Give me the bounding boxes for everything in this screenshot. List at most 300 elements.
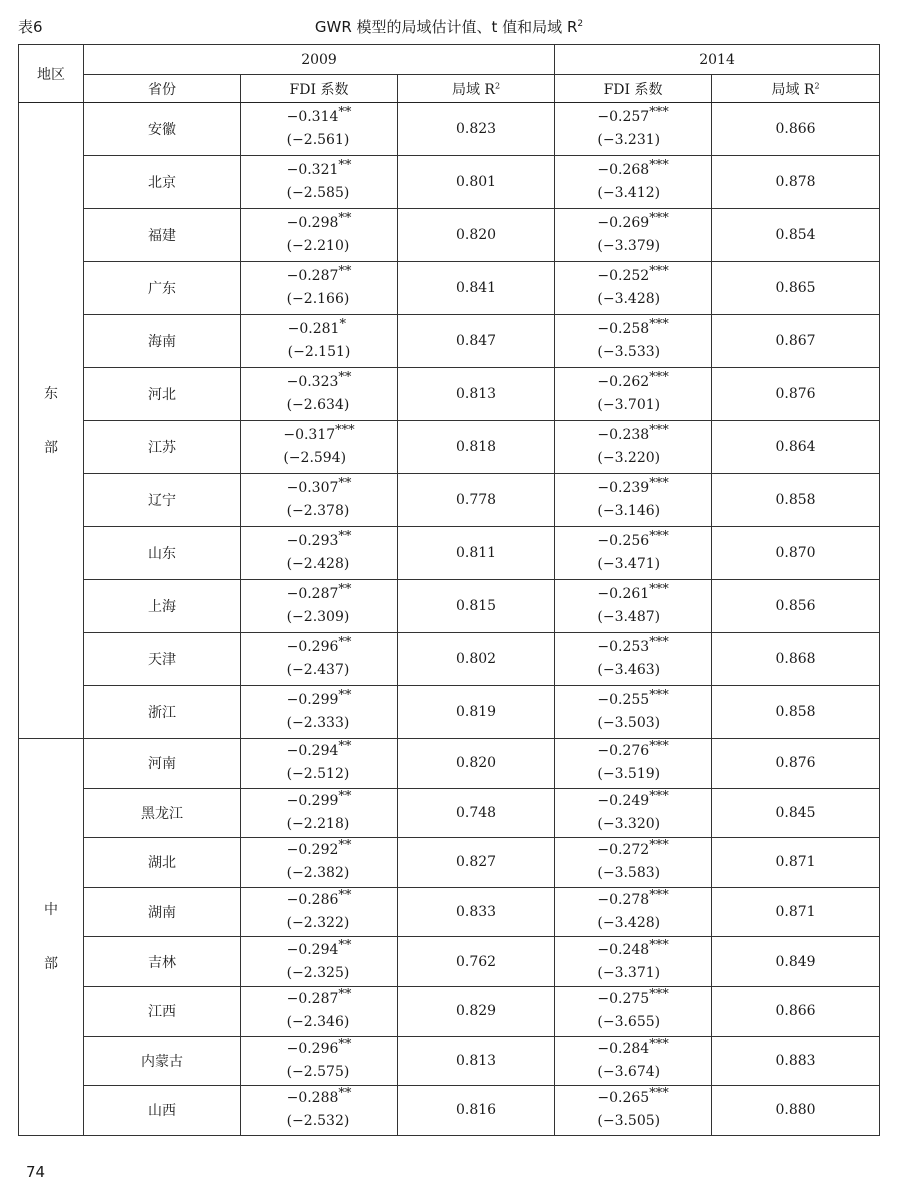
coef-line: [287, 988, 352, 1011]
coef-block: [597, 265, 668, 311]
coef-value: −0.288: [286, 1090, 339, 1107]
r2-2009-cell: 0.841: [398, 262, 555, 315]
fdi-coef-2009-cell: [241, 580, 398, 633]
t-value: (−2.151): [287, 344, 351, 360]
fdi-coef-2009-cell: [241, 315, 398, 368]
coef-value: −0.272: [597, 842, 650, 859]
coef-block: [288, 318, 351, 364]
table-row: [19, 1086, 880, 1136]
coef-value: −0.292: [286, 842, 339, 859]
significance-stars: ***: [649, 423, 669, 438]
table-row: [19, 686, 880, 739]
r2-2009-cell: 0.778: [398, 474, 555, 527]
province-cell: 广东: [84, 262, 241, 315]
coef-line: [597, 530, 668, 553]
t-value: (−3.320): [597, 815, 661, 832]
fdi-coef-2009-cell: [241, 739, 398, 789]
coef-line: [288, 318, 351, 341]
table-row: [19, 368, 880, 421]
coef-line: [287, 939, 352, 962]
significance-stars: **: [338, 688, 352, 703]
header-r2-label: 局域 R: [771, 81, 815, 98]
coef-value: −0.261: [597, 586, 650, 602]
header-row-columns: [19, 75, 880, 103]
r2-2014-cell: 0.867: [712, 315, 880, 368]
significance-stars: ***: [649, 1036, 669, 1052]
significance-stars: **: [338, 888, 352, 904]
coef-line: [287, 839, 352, 862]
coef-block: [597, 988, 668, 1034]
header-r2-2009: [398, 75, 555, 103]
table-row: [19, 788, 880, 838]
coef-block: [597, 106, 668, 152]
coef-block: [287, 530, 352, 576]
fdi-coef-2009-cell: [241, 1086, 398, 1136]
header-r2-label: 局域 R: [451, 81, 495, 98]
r2-2014-cell: 0.866: [712, 986, 880, 1036]
t-value: (−3.583): [597, 865, 661, 882]
fdi-coef-2014-cell: [555, 580, 712, 633]
t-value: (−3.701): [597, 397, 661, 413]
fdi-coef-2014-cell: [555, 1036, 712, 1086]
header-row-years: [19, 45, 880, 75]
r2-2014-cell: 0.849: [712, 937, 880, 987]
coef-line: [597, 159, 668, 182]
coef-block: [597, 689, 668, 735]
t-value: (−2.325): [286, 964, 350, 981]
coef-line: [597, 212, 668, 235]
significance-stars: **: [338, 529, 352, 544]
province-cell: 山东: [84, 527, 241, 580]
fdi-coef-2014-cell: [555, 1086, 712, 1136]
significance-stars: **: [338, 739, 352, 755]
table-row: [19, 209, 880, 262]
table-row: [19, 739, 880, 789]
region-cell: [19, 739, 84, 1136]
header-region: 地区: [19, 45, 84, 103]
fdi-coef-2014-cell: [555, 838, 712, 888]
r2-2014-cell: 0.878: [712, 156, 880, 209]
significance-stars: ***: [649, 211, 669, 226]
significance-stars: **: [338, 635, 352, 650]
coef-value: −0.298: [286, 215, 339, 231]
t-value: (−2.575): [286, 1063, 350, 1080]
coef-block: [597, 318, 668, 364]
coef-line: [597, 1038, 668, 1061]
page-number: 74: [26, 1163, 46, 1181]
coef-line: [597, 265, 668, 288]
header-r2-2014: [712, 75, 880, 103]
province-cell: 湖南: [84, 887, 241, 937]
province-cell: 山西: [84, 1086, 241, 1136]
t-value: (−2.378): [286, 503, 350, 519]
t-value: (−2.309): [286, 609, 350, 625]
coef-block: [597, 1087, 668, 1133]
coef-value: −0.299: [286, 692, 339, 708]
coef-block: [597, 371, 668, 417]
coef-block: [283, 424, 354, 470]
significance-stars: ***: [649, 105, 669, 120]
region-char: 部: [44, 955, 58, 972]
province-cell: 上海: [84, 580, 241, 633]
coef-block: [287, 159, 352, 205]
coef-value: −0.265: [597, 1090, 650, 1107]
coef-value: −0.286: [286, 892, 339, 909]
fdi-coef-2014-cell: [555, 474, 712, 527]
coef-line: [597, 636, 668, 659]
province-cell: 浙江: [84, 686, 241, 739]
t-value: (−2.532): [286, 1113, 350, 1130]
coef-value: −0.262: [597, 374, 650, 390]
province-cell: 海南: [84, 315, 241, 368]
r2-2009-cell: 0.813: [398, 1036, 555, 1086]
coef-block: [597, 477, 668, 523]
r2-2009-cell: 0.801: [398, 156, 555, 209]
coef-value: −0.314: [286, 109, 339, 125]
coef-line: [287, 106, 352, 129]
significance-stars: **: [338, 788, 352, 804]
coef-line: [287, 636, 352, 659]
table-row: [19, 527, 880, 580]
fdi-coef-2009-cell: [241, 937, 398, 987]
significance-stars: **: [338, 838, 352, 854]
fdi-coef-2014-cell: [555, 739, 712, 789]
significance-stars: ***: [649, 476, 669, 491]
r2-2009-cell: 0.815: [398, 580, 555, 633]
fdi-coef-2014-cell: [555, 209, 712, 262]
table-row: [19, 887, 880, 937]
coef-line: [287, 1087, 352, 1110]
significance-stars: ***: [649, 1086, 669, 1102]
coef-value: −0.253: [597, 639, 650, 655]
t-value: (−3.371): [597, 964, 661, 981]
t-value: (−2.437): [286, 662, 350, 678]
coef-line: [597, 790, 668, 813]
fdi-coef-2014-cell: [555, 421, 712, 474]
province-cell: 天津: [84, 633, 241, 686]
r2-2009-cell: 0.833: [398, 887, 555, 937]
fdi-coef-2014-cell: [555, 633, 712, 686]
coef-value: −0.293: [286, 533, 339, 549]
table-row: [19, 937, 880, 987]
coef-value: −0.321: [286, 162, 339, 178]
t-value: (−3.379): [597, 238, 661, 254]
coef-block: [287, 988, 352, 1034]
r2-2009-cell: 0.819: [398, 686, 555, 739]
header-fdi-2009: FDI 系数: [241, 75, 398, 103]
coef-block: [287, 212, 352, 258]
table-row: [19, 474, 880, 527]
coef-line: [287, 790, 352, 813]
coef-block: [597, 939, 668, 985]
coef-block: [597, 790, 668, 836]
significance-stars: *: [339, 317, 346, 332]
coef-line: [597, 477, 668, 500]
coef-block: [597, 740, 668, 786]
r2-2014-cell: 0.854: [712, 209, 880, 262]
coef-block: [287, 1038, 352, 1084]
t-value: (−3.503): [597, 715, 661, 731]
r2-2009-cell: 0.829: [398, 986, 555, 1036]
t-value: (−2.382): [286, 865, 350, 882]
r2-2009-cell: 0.820: [398, 209, 555, 262]
t-value: (−2.428): [286, 556, 350, 572]
fdi-coef-2009-cell: [241, 103, 398, 156]
t-value: (−2.512): [286, 766, 350, 783]
coef-block: [287, 839, 352, 885]
coef-line: [287, 212, 352, 235]
t-value: (−3.505): [597, 1113, 661, 1130]
coef-value: −0.299: [286, 792, 339, 809]
coef-value: −0.287: [286, 586, 339, 602]
t-value: (−3.220): [597, 450, 661, 466]
r2-2009-cell: 0.847: [398, 315, 555, 368]
t-value: (−3.463): [597, 662, 661, 678]
coef-value: −0.249: [597, 792, 650, 809]
table-label: 表6: [18, 18, 43, 36]
significance-stars: ***: [649, 937, 669, 953]
r2-2009-cell: 0.802: [398, 633, 555, 686]
t-value: (−2.322): [286, 915, 350, 932]
coef-block: [287, 689, 352, 735]
coef-line: [597, 839, 668, 862]
table-row: [19, 580, 880, 633]
table-row: [19, 315, 880, 368]
significance-stars: ***: [649, 987, 669, 1003]
coef-block: [287, 583, 352, 629]
fdi-coef-2009-cell: [241, 156, 398, 209]
coef-block: [597, 159, 668, 205]
t-value: (−2.594): [283, 450, 347, 466]
table-row: [19, 421, 880, 474]
t-value: (−3.412): [597, 185, 661, 201]
r2-2014-cell: 0.876: [712, 739, 880, 789]
r2-2014-cell: 0.858: [712, 686, 880, 739]
fdi-coef-2014-cell: [555, 315, 712, 368]
significance-stars: ***: [649, 635, 669, 650]
significance-stars: **: [338, 211, 352, 226]
province-cell: 湖北: [84, 838, 241, 888]
table-row: [19, 103, 880, 156]
table-title-superscript: 2: [577, 19, 584, 29]
province-cell: 吉林: [84, 937, 241, 987]
coef-value: −0.323: [286, 374, 339, 390]
significance-stars: **: [338, 937, 352, 953]
t-value: (−3.428): [597, 915, 661, 932]
significance-stars: ***: [649, 582, 669, 597]
t-value: (−3.519): [597, 766, 661, 783]
r2-2014-cell: 0.864: [712, 421, 880, 474]
region-char: 中: [44, 901, 58, 918]
coef-value: −0.269: [597, 215, 650, 231]
significance-stars: ***: [649, 317, 669, 332]
coef-value: −0.287: [286, 268, 339, 284]
significance-stars: ***: [335, 423, 355, 438]
fdi-coef-2014-cell: [555, 368, 712, 421]
coef-value: −0.287: [286, 991, 339, 1008]
t-value: (−2.634): [286, 397, 350, 413]
coef-line: [597, 740, 668, 763]
significance-stars: ***: [649, 788, 669, 804]
coef-line: [597, 988, 668, 1011]
coef-value: −0.296: [286, 1040, 339, 1057]
coef-line: [597, 318, 668, 341]
r2-2014-cell: 0.876: [712, 368, 880, 421]
coef-block: [597, 583, 668, 629]
header-fdi-2014: FDI 系数: [555, 75, 712, 103]
coef-line: [597, 371, 668, 394]
table-row: [19, 986, 880, 1036]
coef-value: −0.278: [597, 892, 650, 909]
coef-value: −0.238: [597, 427, 650, 443]
coef-block: [287, 889, 352, 935]
t-value: (−2.585): [286, 185, 350, 201]
significance-stars: **: [338, 158, 352, 173]
coef-line: [287, 371, 352, 394]
province-cell: 福建: [84, 209, 241, 262]
fdi-coef-2014-cell: [555, 887, 712, 937]
r2-2014-cell: 0.871: [712, 887, 880, 937]
coef-block: [287, 106, 352, 152]
province-cell: 黑龙江: [84, 788, 241, 838]
t-value: (−3.471): [597, 556, 661, 572]
fdi-coef-2009-cell: [241, 986, 398, 1036]
t-value: (−3.487): [597, 609, 661, 625]
fdi-coef-2009-cell: [241, 368, 398, 421]
r2-2014-cell: 0.868: [712, 633, 880, 686]
coef-block: [597, 636, 668, 682]
coef-value: −0.275: [597, 991, 650, 1008]
fdi-coef-2014-cell: [555, 937, 712, 987]
coef-block: [597, 889, 668, 935]
t-value: (−2.166): [286, 291, 350, 307]
coef-line: [287, 159, 352, 182]
significance-stars: ***: [649, 529, 669, 544]
coef-line: [287, 530, 352, 553]
coef-block: [597, 424, 668, 470]
significance-stars: **: [338, 476, 352, 491]
r2-2009-cell: 0.827: [398, 838, 555, 888]
coef-value: −0.294: [286, 743, 339, 760]
coef-line: [287, 477, 352, 500]
coef-value: −0.248: [597, 941, 650, 958]
header-year-2014: 2014: [555, 45, 880, 75]
coef-line: [287, 740, 352, 763]
table-body: [19, 45, 880, 1136]
header-r2-sup: 2: [814, 80, 820, 90]
t-value: (−2.210): [286, 238, 350, 254]
region-char: 东: [44, 385, 58, 402]
r2-2009-cell: 0.811: [398, 527, 555, 580]
r2-2014-cell: 0.858: [712, 474, 880, 527]
significance-stars: **: [338, 582, 352, 597]
r2-2014-cell: 0.883: [712, 1036, 880, 1086]
fdi-coef-2014-cell: [555, 156, 712, 209]
fdi-coef-2009-cell: [241, 788, 398, 838]
significance-stars: **: [338, 1086, 352, 1102]
coef-value: −0.296: [286, 639, 339, 655]
coef-value: −0.317: [283, 427, 336, 443]
coef-line: [597, 424, 668, 447]
significance-stars: **: [338, 987, 352, 1003]
r2-2009-cell: 0.813: [398, 368, 555, 421]
coef-block: [287, 790, 352, 836]
fdi-coef-2009-cell: [241, 887, 398, 937]
t-value: (−3.655): [597, 1014, 661, 1031]
coef-block: [597, 839, 668, 885]
coef-line: [597, 889, 668, 912]
province-cell: 内蒙古: [84, 1036, 241, 1086]
significance-stars: ***: [649, 264, 669, 279]
fdi-coef-2014-cell: [555, 262, 712, 315]
table-row: [19, 633, 880, 686]
coef-value: −0.284: [597, 1040, 650, 1057]
coef-block: [287, 371, 352, 417]
coef-block: [287, 265, 352, 311]
r2-2014-cell: 0.866: [712, 103, 880, 156]
coef-value: −0.252: [597, 268, 650, 284]
coef-line: [597, 1087, 668, 1110]
coef-value: −0.307: [286, 480, 339, 496]
t-value: (−3.674): [597, 1063, 661, 1080]
province-cell: 北京: [84, 156, 241, 209]
table-row: [19, 1036, 880, 1086]
province-cell: 安徽: [84, 103, 241, 156]
table-row: [19, 156, 880, 209]
header-r2-sup: 2: [494, 80, 501, 90]
coef-value: −0.239: [597, 480, 650, 496]
significance-stars: ***: [649, 888, 669, 904]
r2-2014-cell: 0.871: [712, 838, 880, 888]
t-value: (−2.346): [286, 1014, 350, 1031]
coef-line: [283, 424, 354, 447]
coef-value: −0.268: [597, 162, 650, 178]
r2-2009-cell: 0.823: [398, 103, 555, 156]
fdi-coef-2014-cell: [555, 686, 712, 739]
t-value: (−3.428): [597, 291, 661, 307]
fdi-coef-2014-cell: [555, 527, 712, 580]
province-cell: 辽宁: [84, 474, 241, 527]
fdi-coef-2009-cell: [241, 474, 398, 527]
t-value: (−2.561): [286, 132, 350, 148]
fdi-coef-2009-cell: [241, 838, 398, 888]
coef-block: [597, 530, 668, 576]
coef-line: [287, 689, 352, 712]
r2-2009-cell: 0.762: [398, 937, 555, 987]
fdi-coef-2009-cell: [241, 209, 398, 262]
coef-value: −0.255: [597, 692, 650, 708]
fdi-coef-2009-cell: [241, 527, 398, 580]
fdi-coef-2014-cell: [555, 986, 712, 1036]
t-value: (−2.333): [286, 715, 350, 731]
coef-value: −0.258: [597, 321, 650, 337]
r2-2014-cell: 0.870: [712, 527, 880, 580]
table-title: [18, 16, 880, 37]
coef-block: [597, 1038, 668, 1084]
fdi-coef-2009-cell: [241, 686, 398, 739]
coef-line: [597, 106, 668, 129]
t-value: (−3.146): [597, 503, 661, 519]
coef-block: [287, 1087, 352, 1133]
r2-2009-cell: 0.820: [398, 739, 555, 789]
coef-line: [597, 939, 668, 962]
coef-line: [287, 1038, 352, 1061]
r2-2014-cell: 0.880: [712, 1086, 880, 1136]
fdi-coef-2009-cell: [241, 633, 398, 686]
region-cell: [19, 103, 84, 739]
gwr-results-table: [18, 44, 880, 1136]
table-title-text: GWR 模型的局域估计值、t 值和局域 R: [314, 18, 578, 36]
